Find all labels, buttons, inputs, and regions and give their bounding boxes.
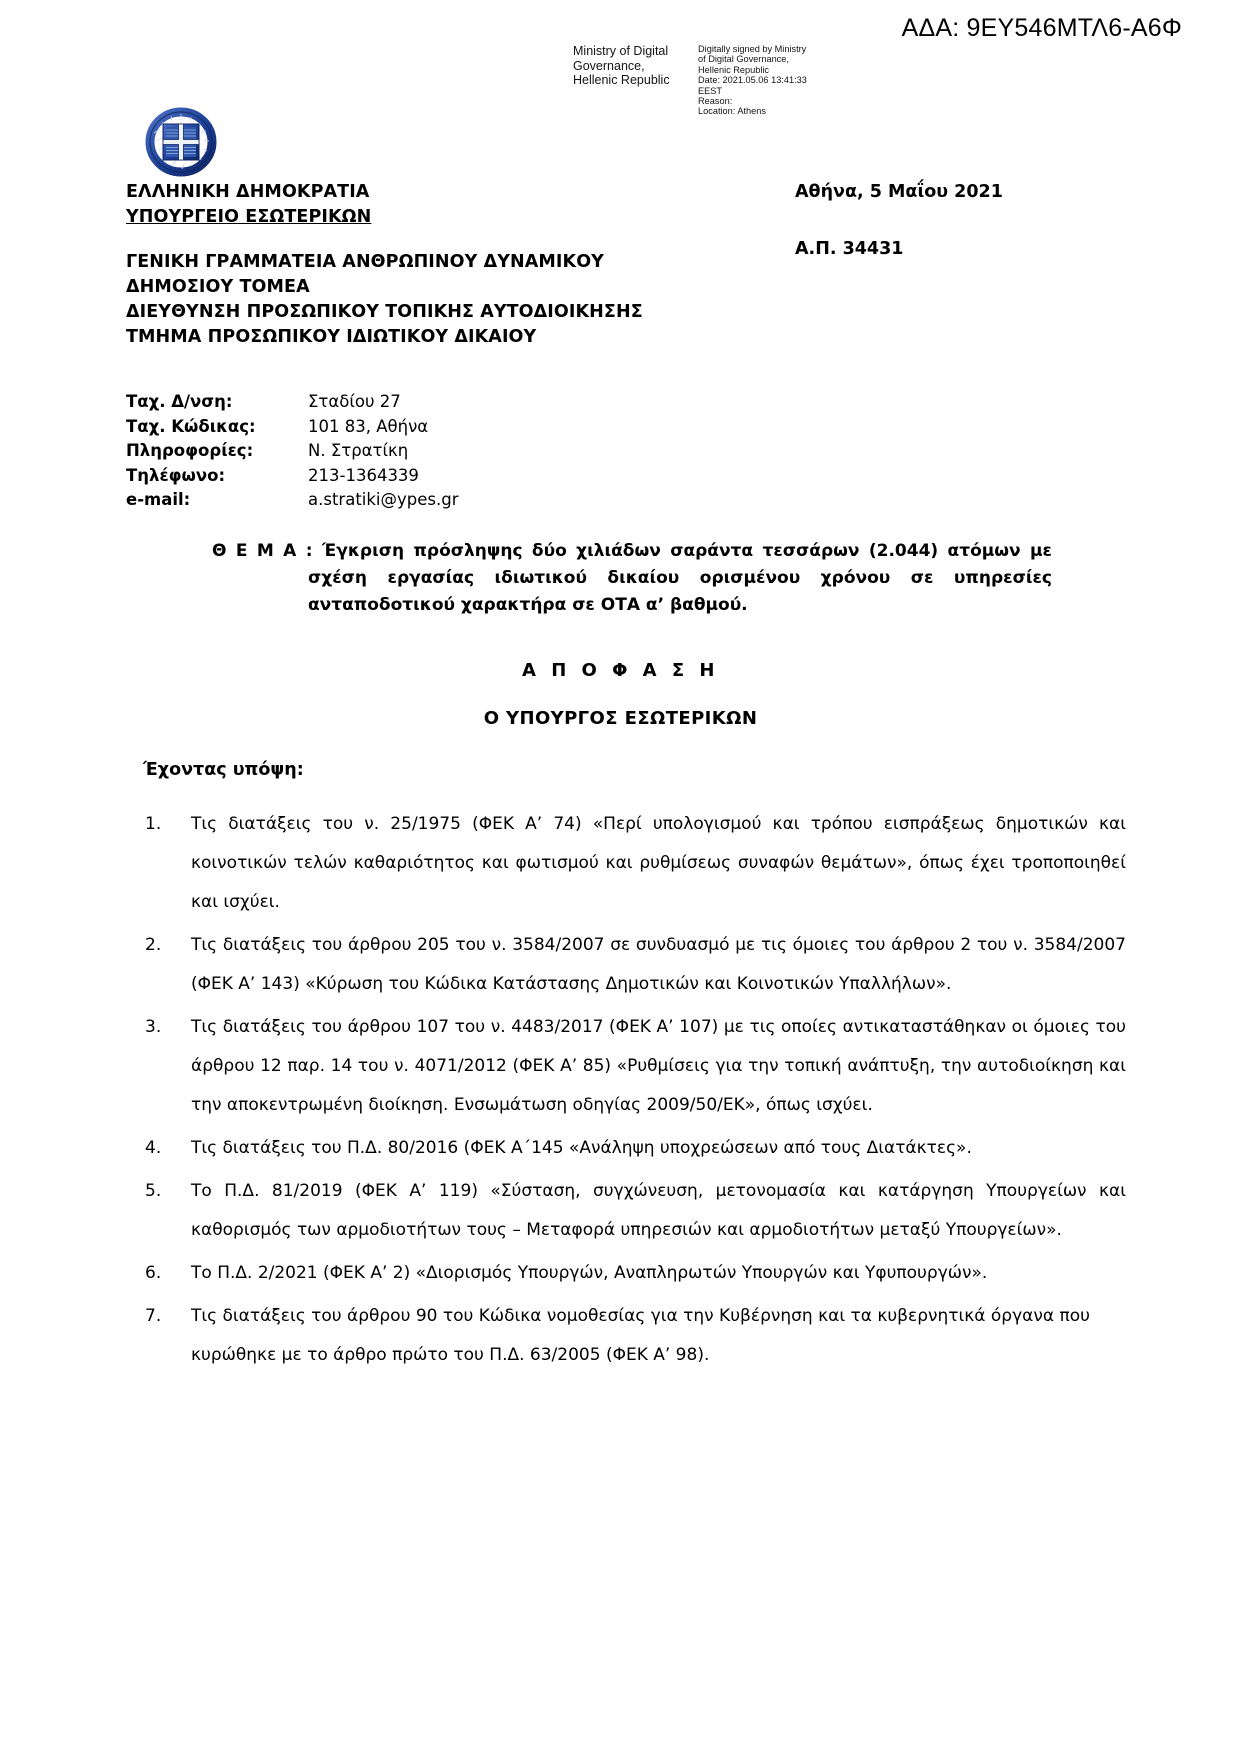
contact-value-postcode: 101 83, Αθήνα: [308, 416, 429, 436]
contact-value-phone: 213-1364339: [308, 465, 419, 485]
signature-detail-2: of Digital Governance,: [698, 54, 789, 65]
digital-signature-stamp: [573, 44, 823, 117]
list-item: [191, 1008, 1126, 1125]
signature-issuer: [573, 44, 690, 117]
header-spacer: [126, 230, 746, 250]
subject-label: Θ Ε Μ Α :: [212, 541, 313, 561]
signature-issuer-line-3: Hellenic Republic: [573, 73, 670, 87]
contact-label-postcode: Ταχ. Κώδικας:: [126, 416, 256, 436]
preamble-label: Έχοντας υπόψη:: [143, 760, 304, 780]
list-item-text: Τις διατάξεις του άρθρου 205 του ν. 3584/2007 σε συνδυασμό με τις όμοιες του άρθρου 2 του ν. 3584/2007 (ΦΕΚ Α’ 143) «Κύρωση του Κώδικα Κατάστασης Δημοτικών και Κοινοτικών Υπαλλήλων».: [191, 935, 1126, 994]
header-department: ΤΜΗΜΑ ΠΡΟΣΩΠΙΚΟΥ ΙΔΙΩΤΙΚΟΥ ΔΙΚΑΙΟΥ: [126, 327, 537, 347]
contact-label-phone: Τηλέφωνο:: [126, 465, 226, 485]
list-item: [191, 1129, 1126, 1168]
signature-detail-4: Date: 2021.05.06 13:41:33: [698, 75, 807, 86]
list-item: [191, 1172, 1126, 1250]
subject-block: [212, 538, 1052, 619]
decision-title: Α Π Ο Φ Α Σ Η: [522, 660, 719, 681]
contact-value-email: a.stratiki@ypes.gr: [308, 490, 459, 509]
contact-row: [126, 488, 459, 513]
contact-row: [126, 439, 459, 464]
place-and-date: Αθήνα, 5 Μαΐου 2021: [795, 182, 1003, 202]
subject-text: Έγκριση πρόσληψης δύο χιλιάδων σαράντα τεσσάρων (2.044) ατόμων με σχέση εργασίας ιδιωτικού δικαίου ορισμένου χρόνου σε υπηρεσίες ανταποδοτικού χαρακτήρα σε ΟΤΑ α’ βαθμού.: [308, 541, 1052, 615]
document-meta: [795, 180, 1175, 262]
contact-row: [126, 415, 459, 440]
greek-coat-of-arms-icon: [144, 103, 218, 177]
signature-detail-5: EEST: [698, 85, 723, 96]
list-item-text: Το Π.Δ. 2/2021 (ΦΕΚ Α’ 2) «Διορισμός Υπουργών, Αναπληρωτών Υπουργών και Υφυπουργών».: [191, 1263, 988, 1283]
contact-row: [126, 390, 459, 415]
list-item-text: Το Π.Δ. 81/2019 (ΦΕΚ Α’ 119) «Σύσταση, συγχώνευση, μετονομασία και κατάργηση Υπουργείων και καθορισμός των αρμοδιοτήτων τους – Μεταφορά υπηρεσιών και αρμοδιοτήτων μεταξύ Υπουργείων».: [191, 1181, 1126, 1240]
signature-detail-3: Hellenic Republic: [698, 64, 770, 75]
header-ministry: ΥΠΟΥΡΓΕΙΟ ΕΣΩΤΕΡΙΚΩΝ: [126, 207, 372, 227]
list-item: [191, 805, 1126, 922]
legal-basis-list: [143, 805, 1126, 1379]
signature-issuer-line-2: Governance,: [573, 58, 645, 73]
minister-title: Ο ΥΠΟΥΡΓΟΣ ΕΣΩΤΕΡΙΚΩΝ: [483, 708, 758, 729]
list-item: [191, 1254, 1126, 1293]
ministry-header: [126, 180, 746, 350]
ada-code: ΑΔΑ: 9ΕΥ546ΜΤΛ6-Α6Φ: [901, 14, 1182, 42]
header-republic: ΕΛΛΗΝΙΚΗ ΔΗΜΟΚΡΑΤΙΑ: [126, 182, 370, 202]
contact-value-info: Ν. Στρατίκη: [308, 441, 409, 460]
contact-value-address: Σταδίου 27: [308, 392, 401, 411]
protocol-number: Α.Π. 34431: [795, 239, 904, 259]
contact-details: [126, 390, 686, 513]
header-secretariat-line-2: ΔΗΜΟΣΙΟΥ ΤΟΜΕΑ: [126, 277, 310, 297]
signature-details: [698, 44, 823, 117]
contact-label-info: Πληροφορίες:: [126, 441, 254, 460]
header-secretariat-line-1: ΓΕΝΙΚΗ ΓΡΑΜΜΑΤΕΙΑ ΑΝΘΡΩΠΙΝΟΥ ΔΥΝΑΜΙΚΟΥ: [126, 252, 604, 272]
contact-label-address: Ταχ. Δ/νση:: [126, 392, 233, 411]
list-item: [191, 926, 1126, 1004]
list-item-text: Τις διατάξεις του ν. 25/1975 (ΦΕΚ Α’ 74) «Περί υπολογισμού και τρόπου εισπράξεως δημοτικών και κοινοτικών τελών καθαριότητος και φωτισμού και ρυθμίσεως συναφών θεμάτων», όπως έχει τροποποιηθεί και ισχύει.: [191, 814, 1126, 912]
list-item-text: Τις διατάξεις του άρθρου 90 του Κώδικα νομοθεσίας για την Κυβέρνηση και τα κυβερνητικά όργανα που κυρώθηκε με το άρθρο πρώτο του Π.Δ. 63/2005 (ΦΕΚ Α’ 98).: [191, 1306, 1090, 1365]
signature-detail-1: Digitally signed by Ministry: [698, 44, 807, 54]
signature-issuer-line-1: Ministry of Digital: [573, 44, 669, 58]
header-directorate: ΔΙΕΥΘΥΝΣΗ ΠΡΟΣΩΠΙΚΟΥ ΤΟΠΙΚΗΣ ΑΥΤΟΔΙΟΙΚΗΣΗΣ: [126, 302, 643, 322]
signature-detail-6: Reason:: [698, 96, 733, 107]
list-item: [191, 1297, 1126, 1375]
subject-text-wrapper: [212, 538, 1052, 619]
contact-row: [126, 464, 459, 489]
list-item-text: Τις διατάξεις του Π.Δ. 80/2016 (ΦΕΚ Α΄145 «Ανάληψη υποχρεώσεων από τους Διατάκτες».: [191, 1138, 972, 1158]
contact-label-email: e-mail:: [126, 490, 191, 509]
list-item-text: Τις διατάξεις του άρθρου 107 του ν. 4483/2017 (ΦΕΚ Α’ 107) με τις οποίες αντικαταστάθηκαν οι όμοιες του άρθρου 12 παρ. 14 του ν. 4071/2012 (ΦΕΚ Α’ 85) «Ρυθμίσεις για την τοπική ανάπτυξη, την αυτοδιοίκηση και την αποκεντρωμένη διοίκηση. Ενσωμάτωση οδηγίας 2009/50/ΕΚ», όπως ισχύει.: [191, 1017, 1126, 1115]
signature-detail-7: Location: Athens: [698, 106, 766, 117]
